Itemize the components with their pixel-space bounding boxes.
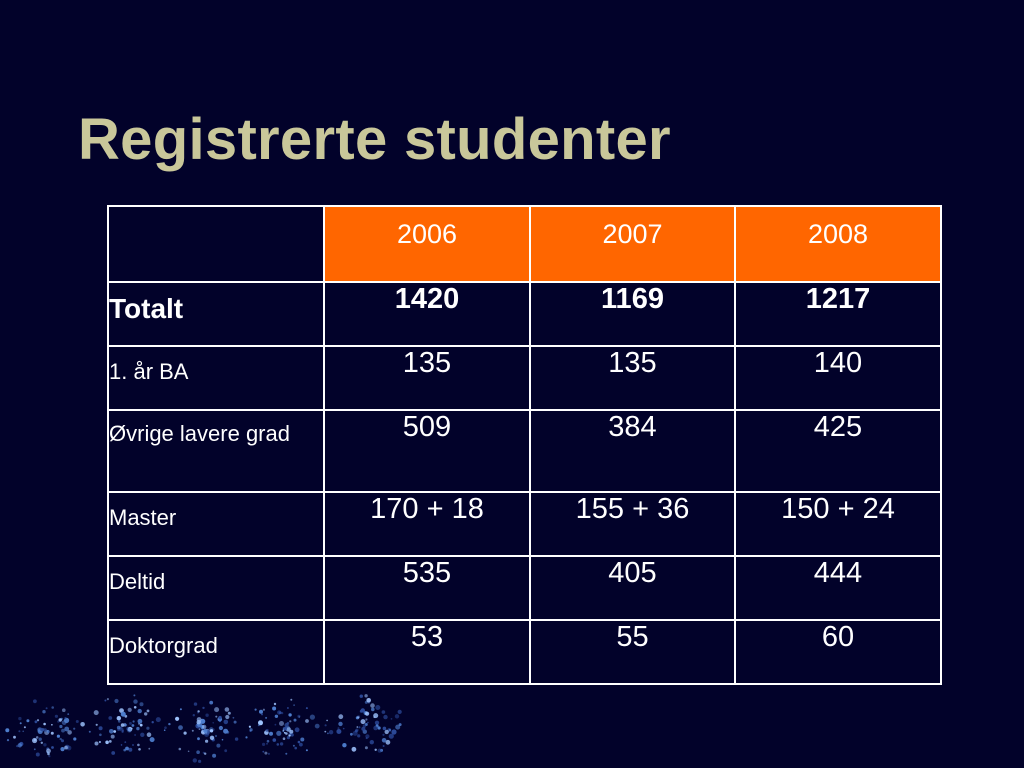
table-cell: 405 bbox=[530, 556, 735, 620]
table-row-master bbox=[108, 492, 941, 556]
table-cell: 384 bbox=[530, 410, 735, 492]
row-label: Doktorgrad bbox=[108, 620, 324, 684]
table-cell: 135 bbox=[530, 346, 735, 410]
table-row-doktorgrad bbox=[108, 620, 941, 684]
header-corner-cell bbox=[108, 206, 324, 282]
table-cell: 150 + 24 bbox=[735, 492, 941, 556]
row-label: Totalt bbox=[108, 282, 324, 346]
row-label: Deltid bbox=[108, 556, 324, 620]
row-label: 1. år BA bbox=[108, 346, 324, 410]
dotted-star-pattern-icon bbox=[0, 690, 430, 768]
header-year-2008: 2008 bbox=[735, 206, 941, 282]
table-row-deltid bbox=[108, 556, 941, 620]
table-row-ovrige-lavere-grad bbox=[108, 410, 941, 492]
table-cell: 1169 bbox=[530, 282, 735, 346]
table-cell: 55 bbox=[530, 620, 735, 684]
table-cell: 535 bbox=[324, 556, 530, 620]
header-year-2006: 2006 bbox=[324, 206, 530, 282]
header-year-2007: 2007 bbox=[530, 206, 735, 282]
table-cell: 53 bbox=[324, 620, 530, 684]
row-label: Master bbox=[108, 492, 324, 556]
table-cell: 425 bbox=[735, 410, 941, 492]
table-cell: 1217 bbox=[735, 282, 941, 346]
table-cell: 140 bbox=[735, 346, 941, 410]
table-cell: 60 bbox=[735, 620, 941, 684]
table-cell: 444 bbox=[735, 556, 941, 620]
slide-title: Registrerte studenter bbox=[78, 107, 671, 172]
student-table bbox=[107, 205, 942, 685]
table-cell: 1420 bbox=[324, 282, 530, 346]
table-cell: 135 bbox=[324, 346, 530, 410]
table-cell: 509 bbox=[324, 410, 530, 492]
table-cell: 170 + 18 bbox=[324, 492, 530, 556]
table-row-totalt bbox=[108, 282, 941, 346]
table-header-row bbox=[108, 206, 941, 282]
table-cell: 155 + 36 bbox=[530, 492, 735, 556]
row-label: Øvrige lavere grad bbox=[108, 410, 324, 492]
table-row-1-ar-ba bbox=[108, 346, 941, 410]
